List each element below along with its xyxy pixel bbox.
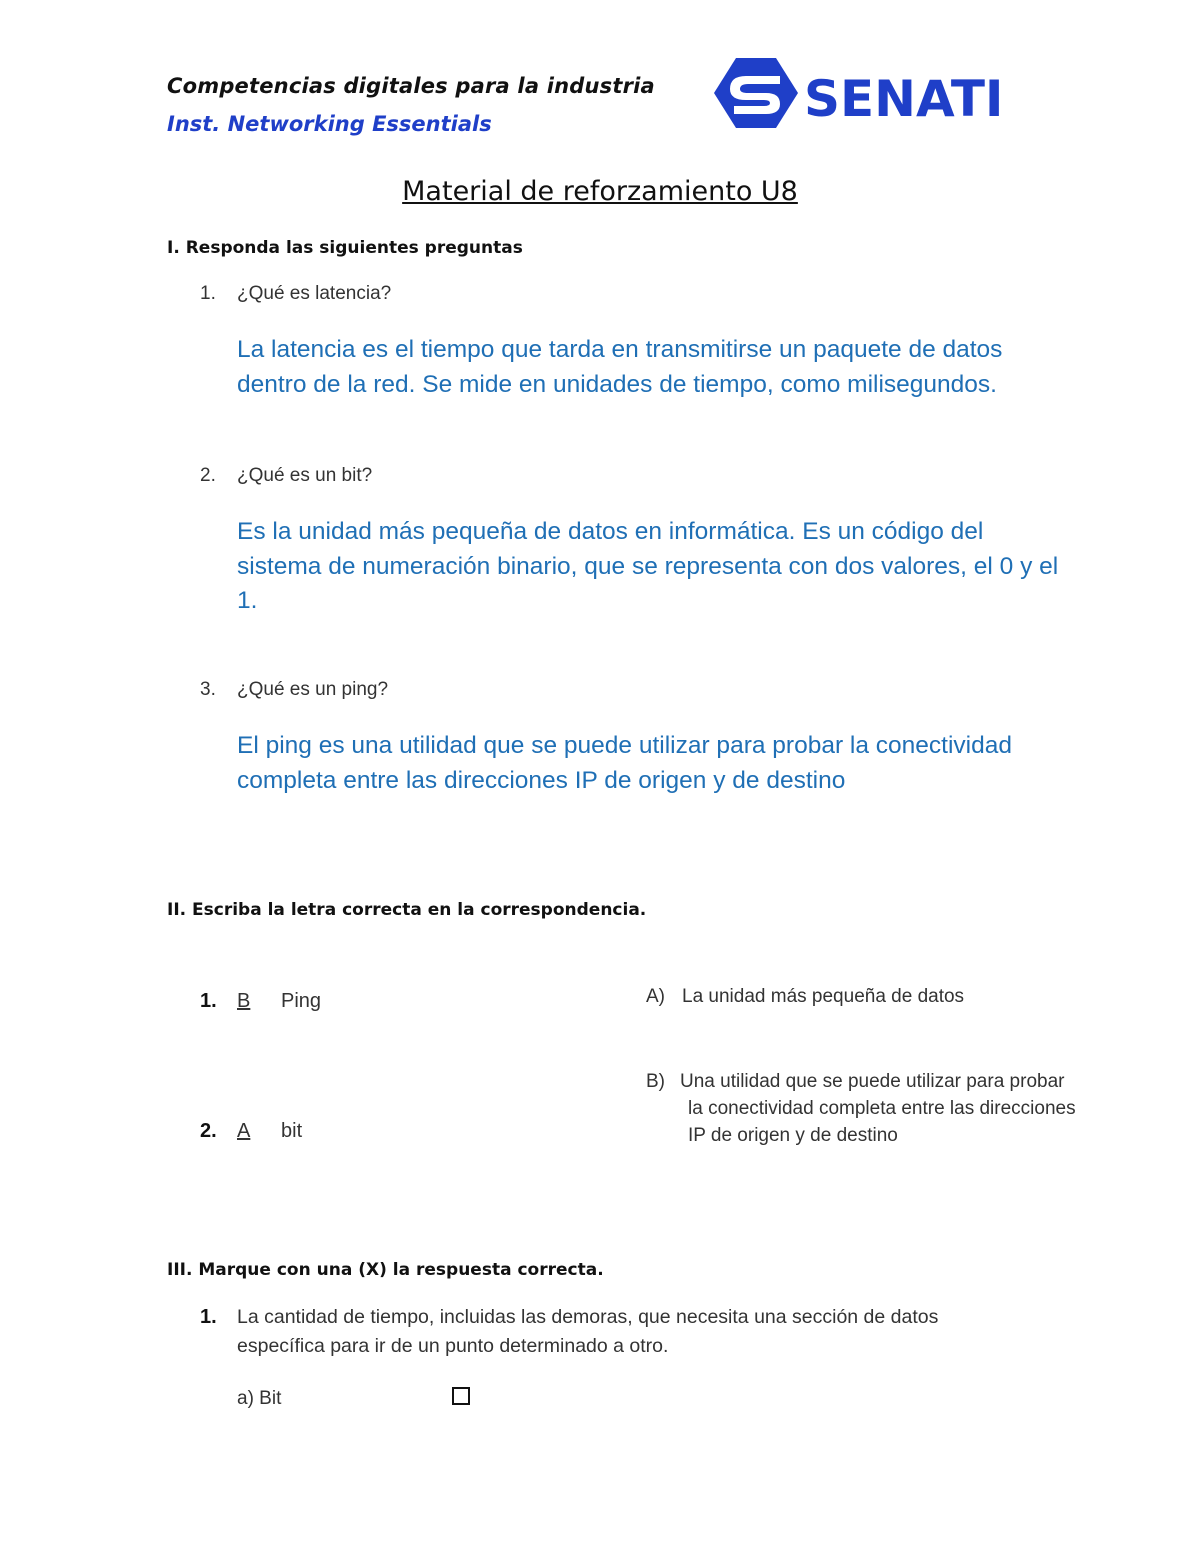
- option-a-text: La unidad más pequeña de datos: [682, 986, 965, 1007]
- section-2-heading: II. Escriba la letra correcta en la correspondencia.: [167, 900, 647, 920]
- mc-question-1-line-1: La cantidad de tiempo, incluidas las demoras, que necesita una sección de datos: [237, 1306, 939, 1328]
- question-1-number: 1.: [200, 283, 216, 304]
- question-2-number: 2.: [200, 465, 216, 486]
- question-3-text: ¿Qué es un ping?: [237, 679, 389, 700]
- option-b-label: B): [646, 1071, 665, 1092]
- section-3-heading: III. Marque con una (X) la respuesta correcta.: [167, 1260, 604, 1280]
- option-a-label: A): [646, 986, 665, 1007]
- question-2-text: ¿Qué es un bit?: [237, 465, 373, 486]
- question-3-number: 3.: [200, 679, 216, 700]
- header-course-subtitle: Inst. Networking Essentials: [167, 112, 492, 136]
- question-1-text: ¿Qué es latencia?: [237, 283, 392, 304]
- logo-text: SENATI: [804, 70, 1004, 128]
- option-b-line-1: Una utilidad que se puede utilizar para probar: [680, 1071, 1065, 1092]
- match-item-2-answer[interactable]: A: [237, 1120, 251, 1142]
- senati-logo: [714, 52, 1014, 134]
- option-b-line-3: IP de origen y de destino: [688, 1125, 898, 1146]
- match-item-2: [237, 1120, 302, 1143]
- match-item-1: [237, 990, 321, 1013]
- answer-3: El ping es una utilidad que se puede utilizar para probar la conectividad completa entre las direcciones IP de origen y de destino: [237, 732, 1012, 794]
- mc-option-a-checkbox[interactable]: [452, 1387, 470, 1405]
- mc-question-1-line-2: específica para ir de un punto determinado a otro.: [237, 1335, 669, 1357]
- mc-option-a-label: a) Bit: [237, 1388, 282, 1409]
- header-course-title: Competencias digitales para la industria: [167, 74, 655, 98]
- match-item-1-answer[interactable]: B: [237, 990, 251, 1012]
- mc-question-1-number: 1.: [200, 1306, 217, 1328]
- match-item-2-number: 2.: [200, 1120, 217, 1142]
- section-1-heading: I. Responda las siguientes preguntas: [167, 238, 523, 258]
- answer-1: La latencia es el tiempo que tarda en transmitirse un paquete de datos dentro de la red. Se mide en unidades de tiempo, como milisegundos.: [237, 336, 1003, 398]
- match-item-1-number: 1.: [200, 990, 217, 1012]
- page-title: Material de reforzamiento U8: [402, 176, 798, 207]
- match-item-1-term: Ping: [281, 990, 322, 1012]
- answer-2: Es la unidad más pequeña de datos en informática. Es un código del sistema de numeración binario, que se representa con dos valores, el 0 y el 1.: [237, 518, 1059, 614]
- match-item-2-term: bit: [281, 1120, 303, 1142]
- option-b-line-2: la conectividad completa entre las direcciones: [688, 1098, 1076, 1119]
